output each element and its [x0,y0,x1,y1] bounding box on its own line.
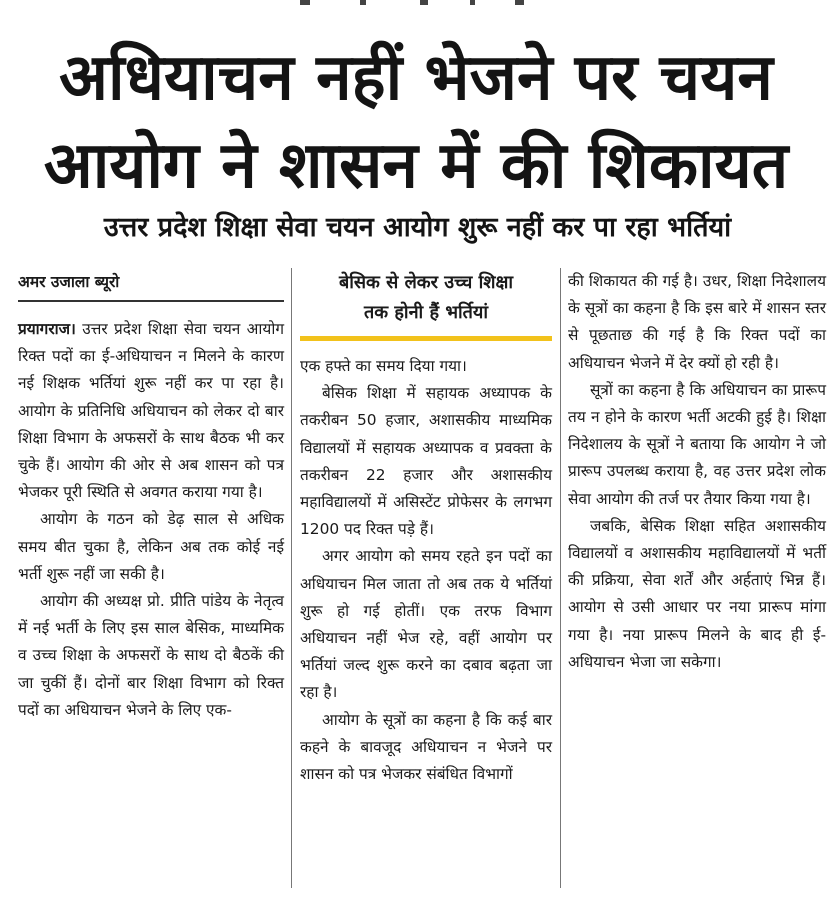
paragraph: अगर आयोग को समय रहते इन पदों का अधियाचन मिल जाता तो अब तक ये भर्तियां शुरू हो गई होतीं। एक तरफ विभाग अधियाचन नहीं भेज रहे, वहीं आयोग पर भर्तियां जल्द शुरू करने का दबाव बढ़ता जा रहा है। [300,547,552,702]
callout-line-1: बेसिक से लेकर उच्च शिक्षा [338,272,514,293]
paragraph: बेसिक शिक्षा में सहायक अध्यापक के तकरीबन 50 हजार, अशासकीय माध्यमिक विद्यालयों में सहायक अध्यापक व प्रवक्ता के तकरीबन 22 हजार और अशासकीय महाविद्यालयों में असिस्टेंट प्रोफेसर के लगभग 1200 पद रिक्त पड़े हैं। [300,384,552,539]
paragraph: आयोग की अध्यक्ष प्रो. प्रीति पांडेय के नेतृत्व में नई भर्ती के लिए इस साल बेसिक, माध्यमिक व उच्च शिक्षा के अफसरों के साथ दो बैठकें की जा चुकीं हैं। दोनों बार शिक्षा विभाग को रिक्त पदों का अधियाचन भेजने के लिए एक- [18,592,284,719]
dateline: प्रयागराज। [18,320,76,338]
callout-line-2: तक होनी हैं भर्तियां [364,302,488,323]
paragraph: जबकि, बेसिक शिक्षा सहित अशासकीय विद्यालयों व अशासकीय महाविद्यालयों में भर्ती की प्रक्रिया, सेवा शर्तें और अर्हताएं भिन्न हैं। आयोग से उसी आधार पर नया प्रारूप मांगा गया है। नया प्रारूप मिलने के बाद ही ई-अधियाचन भेजा जा सकेगा। [568,516,826,671]
subheadline: उत्तर प्रदेश शिक्षा सेवा चयन आयोग शुरू नहीं कर पा रहा भर्तियां [103,212,732,243]
clipped-previous-text [0,0,832,10]
headline-line-1: अधियाचन नहीं भेजने पर चयन [59,41,773,115]
paragraph: आयोग के सूत्रों का कहना है कि कई बार कहने के बावजूद अधियाचन न भेजने पर शासन को पत्र भेजकर संबंधित विभागों [300,710,552,784]
headline-line-2: आयोग ने शासन में की शिकायत [43,129,789,203]
column-divider-1 [291,268,292,888]
headline [0,34,832,210]
paragraph: की शिकायत की गई है। उधर, शिक्षा निदेशालय के सूत्रों का कहना है कि इस बारे में शासन स्तर से पूछताछ की गई है कि रिक्त पदों का अधियाचन भेजने में देर क्यों हो रही है। [568,272,826,372]
article-column-1 [18,268,284,724]
article-column-3 [568,268,826,676]
byline: अमर उजाला ब्यूरो [18,268,284,302]
paragraph [18,316,284,506]
callout-box [300,268,552,341]
paragraph: एक हफ्ते का समय दिया गया। [300,357,467,375]
paragraph-text: उत्तर प्रदेश शिक्षा सेवा चयन आयोग रिक्त पदों का ई-अधियाचन न मिलने के कारण नई शिक्षक भर्तियां शुरू नहीं कर पा रहा है। आयोग के प्रतिनिधि अधियाचन को लेकर दो बार शिक्षा विभाग के अफसरों के साथ बैठक भी कर चुके हैं। आयोग की ओर से अब शासन को पत्र भेजकर पूरी स्थिति से अवगत कराया गया है। [18,320,284,502]
article-column-2 [300,268,552,788]
paragraph: आयोग के गठन को डेढ़ साल से अधिक समय बीत चुका है, लेकिन अब तक कोई नई भर्ती शुरू नहीं जा सकी है। [18,510,284,583]
paragraph: सूत्रों का कहना है कि अधियाचन का प्रारूप तय न होने के कारण भर्ती अटकी हुई है। शिक्षा निदेशालय के सूत्रों ने बताया कि आयोग ने जो प्रारूप उपलब्ध कराया है, वह उत्तर प्रदेश लोक सेवा आयोग की तर्ज पर तैयार किया गया है। [568,380,826,508]
column-divider-2 [560,268,561,888]
